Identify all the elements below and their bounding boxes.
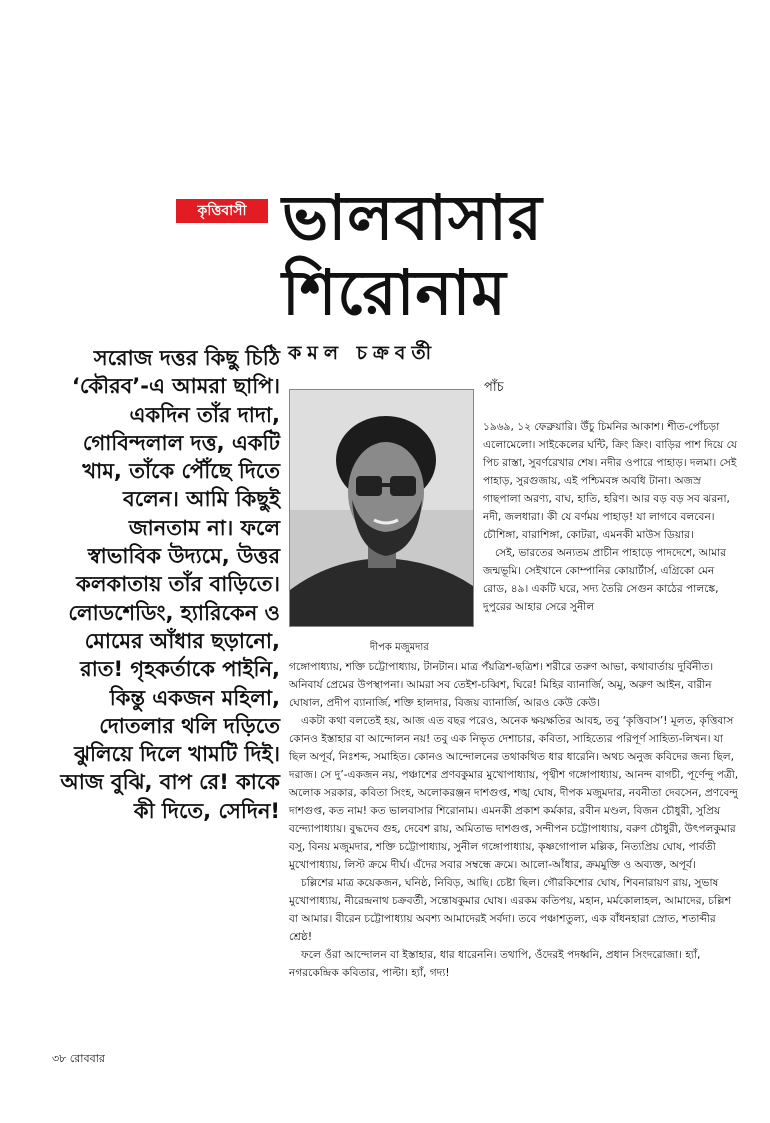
pull-quote: সরোজ দত্তর কিছু চিঠি ‘কৌরব’-এ আমরা ছাপি। একদিন তাঁর দাদা, গোবিন্দলাল দত্ত, একটি খাম, তাঁকে পৌঁছে দিতে বলেন। আমি কিছুই জানতাম না। ফলে স্বাভাবিক উদ্যমে, উত্তর কলকাতায় তাঁর বাড়িতে। লোডশেডিং, হ্যারিকেন ও মোমের আঁধার ছড়ানো, রাত! গৃহকর্তাকে পাইনি, কিন্তু একজন মহিলা, দোতলার থলি দড়িতে ঝুলিয়ে দিলে খামটি দিই। আজ বুঝি, বাপ রে! কাকে কী দিতে, সেদিন! <box>60 346 280 823</box>
article-body <box>289 658 741 982</box>
headline-line-2: শিরোনাম <box>282 256 507 329</box>
article-column-right <box>483 418 741 616</box>
portrait-illustration <box>290 390 473 626</box>
paragraph: গঙ্গোপাধ্যায়, শক্তি চট্টোপাধ্যায়, টানটান। মাত্র পঁয়ত্রিশ-ছত্রিশ। শরীরে তরুণ আভা, কথাবার্তায় দুর্বিনীত। অনিবার্য প্রেমের উপস্থাপনা। আমরা সব তেইশ-চব্বিশ, ঘিরে! মিহির ব্যানার্জি, অমু, অরুণ আইন, বারীন ঘোষাল, প্রদীপ ব্যানার্জি, শক্তি হালদার, বিজয় ব্যানার্জি, আরও কেউ কেউ। <box>289 661 714 709</box>
photo-caption: দীপক মজুমদার <box>370 642 429 653</box>
paragraph: ১৯৬৯, ১২ ফেব্রুয়ারি। উঁচু চিমনির আকাশ। শীত-পোঁচড়া এলোমেলো। সাইকেলের ঘন্টি, ক্রিং ক্রিং। বাড়ির পাশ দিয়ে যে পিচ রাস্তা, সুবর্ণরেখার শেষ। নদীর ওপারে পাহাড়। দলমা। সেই পাহাড়, সুরগুজায়, এই পশ্চিমবঙ্গ অবধি টানা। অজস্র গাছপালা অরণ্য, বাঘ, হাতি, হরিণ। আর বড় বড় সব ঝরনা, নদী, জলধারা। কী যে বর্ণময় পাহাড়! যা লাগবে বলবেন। চৌশিঙ্গা, বারাশিঙ্গা, কোটরা, এমনকী মাউস ডিয়ার। <box>483 421 737 541</box>
paragraph: ফলে ওঁরা আন্দোলন বা ইস্তাহার, ধার ধারেননি। তথাপি, ওঁদেরই পদধ্বনি, প্রধান সিংদরোজা। হ্যাঁ, নগরকেন্দ্রিক কবিতার, পাল্টা। হ্যাঁ, গদ্য! <box>289 949 701 979</box>
headline-line-1: ভালবাসার <box>282 181 543 254</box>
author-byline: কমল চক্রবর্তী <box>288 342 438 364</box>
section-tag: কৃত্তিবাসী <box>176 199 268 223</box>
paragraph: একটা কথা বলতেই হয়, আজ এত বছর পরেও, অনেক ক্ষয়ক্ষতির আবহ, তবু ‘কৃত্তিবাস’! মূলত, কৃত্তিবাস কোনও ইস্তাহার বা আন্দোলন নয়! তবু এক নিভৃত দেশাচার, কবিতা, সাহিত্যের পরিপূর্ণ সাহিত্য-লিখন। যা ছিল অপূর্ব, নিঃশব্দ, সমাহিত। কোনও আন্দোলনের তথাকথিত ধার ধারেনি। অথচ অনুজ কবিদের জন্য ছিল, দরাজ। সে দু’-একজন নয়, পঞ্চাশের প্রণবকুমার মুখোপাধ্যায়, পৃথ্বীশ গঙ্গোপাধ্যায়, আনন্দ বাগচী, পূর্ণেন্দু পত্রী, অলোক সরকার, কবিতা সিংহ, অলোকরঞ্জন দাশগুপ্ত, শঙ্খ ঘোষ, দীপক মজুমদার, নবনীতা দেবসেন, প্রণবেন্দু দাশগুপ্ত, কত নাম! কত ভালবাসার শিরোনাম। এমনকী প্রকাশ কর্মকার, রবীন মণ্ডল, বিজন চৌধুরী, সুপ্রিয় বন্দ্যোপাধ্যায়। বুদ্ধদেব গুহ, দেবেশ রায়, অমিতাভ দাশগুপ্ত, সন্দীপন চট্টোপাধ্যায়, বরুণ চৌধুরী, উৎপলকুমার বসু, বিনয় মজুমদার, শক্তি চট্টোপাধ্যায়, সুনীল গঙ্গোপাধ্যায়, কৃষ্ণগোপাল মল্লিক, নিত্যপ্রিয় ঘোষ, পার্বতী মুখোপাধ্যায়, লিস্ট ক্রমে দীর্ঘ। এঁদের সবার সম্বন্ধে ক্রমে। আলো-আঁধার, ক্রমমুক্তি ও অব্যক্ত, অপূর্ব। <box>289 715 739 871</box>
paragraph: চল্লিশের মাত্র কয়েকজন, ঘনিষ্ঠ, নিবিড়, আছি। চেষ্টা ছিল। গৌরকিশোর ঘোষ, শিবনারায়ণ রায়, সুভাষ মুখোপাধ্যায়, নীরেন্দ্রনাথ চক্রবর্তী, সন্তোষকুমার ঘোষ। এরকম কতিপয়, মহান, মর্মকোলাহল, আমাদের, চল্লিশ বা আমার। বীরেন চট্টোপাধ্যায় অবশ্য আমাদেরই সর্বদা। তবে পঞ্চাশতুল্য, এক বাঁধনহারা স্রোত, শতাব্দীর শ্রেষ্ঠ! <box>289 877 731 943</box>
part-heading: পাঁচ <box>484 380 504 395</box>
portrait-photo <box>289 389 474 627</box>
page-folio: ৩৮ রোববার <box>52 1052 105 1065</box>
paragraph: সেই, ভারতের অন্যতম প্রাচীন পাহাড়ে পাদদেশে, আমার জন্মভূমি। সেইখানে কোম্পানির কোয়ার্টার্স, এগ্রিকো মেন রোড, ৪৯। একটি ঘরে, সদ্য তৈরি সেগুন কাঠের পালঙ্কে, দুপুরের আহার সেরে সুনীল <box>483 547 727 613</box>
